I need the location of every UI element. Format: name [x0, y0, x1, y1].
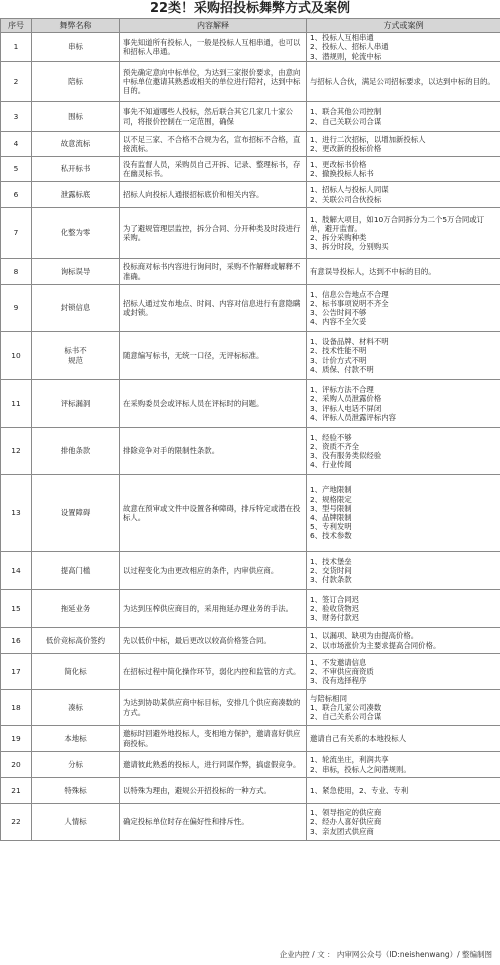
fraud-description: 在采购委员会或评标人员在评标时的问题。: [120, 380, 307, 428]
table-row: [1, 804, 500, 841]
method-item: 1、签订合同迟: [310, 594, 360, 604]
table-row: [1, 654, 500, 690]
fraud-description: 在招标过程中简化操作环节，弱化内控和监管的方式。: [120, 654, 307, 690]
method-item: 2、标书事项说明不齐全: [310, 298, 389, 308]
fraud-name: 人情标: [32, 804, 120, 841]
method-item: 5、专利发明: [310, 522, 352, 532]
fraud-description: 邀请彼此熟悉的投标人，进行同谋作弊，搞虚假竞争。: [120, 752, 307, 778]
method-item: 1、联合其他公司控制: [310, 107, 382, 117]
method-item: 1、以漏项、缺项为由提高价格。: [310, 631, 419, 641]
fraud-name: 私开标书: [32, 157, 120, 182]
fraud-description: 为达到压榨供应商目的，采用拖延办理业务的手法。: [120, 590, 307, 628]
table-row: [1, 259, 500, 285]
method-item: 3、计价方式不明: [310, 355, 367, 365]
method-item: 1、联合几家公司凑数: [310, 702, 382, 712]
method-item: 3、亲友团式供应商: [310, 826, 374, 836]
fraud-description: 为达到协助某供应商中标目标，安排几个供应商凑数的方式。: [120, 690, 307, 726]
fraud-name: 设置障碍: [32, 475, 120, 552]
fraud-name: 特殊标: [32, 778, 120, 804]
fraud-methods: [307, 552, 500, 590]
table-row: [1, 752, 500, 778]
table-row: [1, 726, 500, 752]
fraud-methods: [307, 380, 500, 428]
fraud-name: 评标漏洞: [32, 380, 120, 428]
fraud-methods-table: [0, 18, 500, 841]
method-item: 1、轮流坐庄，利润共享: [310, 755, 389, 765]
table-row: [1, 208, 500, 259]
method-item: 2、不审供应商资质: [310, 666, 374, 676]
method-item: 1、不发邀请信息: [310, 657, 367, 667]
method-item: 2、技术性能不明: [310, 346, 367, 356]
fraud-name: 拖延业务: [32, 590, 120, 628]
table-row: [1, 332, 500, 380]
fraud-name: 分标: [32, 752, 120, 778]
method-item: 3、拆分时段，分别购买: [310, 242, 389, 252]
fraud-methods: [307, 752, 500, 778]
row-number: 15: [1, 590, 32, 628]
method-item: 2、采购人员泄露价格: [310, 394, 382, 404]
table-row: [1, 475, 500, 552]
row-number: 21: [1, 778, 32, 804]
row-number: 5: [1, 157, 32, 182]
fraud-methods: [307, 182, 500, 208]
method-item: 1、技术堡垒: [310, 556, 352, 566]
row-number: 19: [1, 726, 32, 752]
method-item: 3、公告时间不够: [310, 308, 367, 317]
fraud-name: 围标: [32, 102, 120, 132]
method-item: 2、规格限定: [310, 494, 352, 504]
method-item: 与陪标相同: [310, 693, 347, 703]
method-item: 2、以市场涨价为主要求提高合同价格。: [310, 640, 441, 650]
method-item: 有意误导投标人，达到不中标的目的。: [310, 266, 436, 276]
method-item: 3、型号限制: [310, 503, 352, 513]
method-item: 3、没有选择程序: [310, 676, 367, 686]
fraud-methods: [307, 62, 500, 102]
fraud-name: 化整为零: [32, 208, 120, 259]
table-row: [1, 33, 500, 62]
fraud-methods: [307, 590, 500, 628]
fraud-name: 陪标: [32, 62, 120, 102]
table-row: [1, 778, 500, 804]
fraud-methods: [307, 690, 500, 726]
row-number: 11: [1, 380, 32, 428]
document-title: 22类！采购招投标舞弊方式及案例: [149, 1, 351, 16]
fraud-name: 询标误导: [32, 259, 120, 285]
header-no: 序号: [1, 19, 32, 33]
method-item: 1、设备品牌、材料不明: [310, 337, 389, 347]
fraud-methods: [307, 475, 500, 552]
method-item: 4、品牌限制: [310, 513, 352, 522]
method-item: 3、评标人电话不屏闭: [310, 403, 382, 413]
fraud-description: 以过程变化为由更改相应的条件，内审供应商。: [120, 552, 307, 590]
fraud-methods: [307, 726, 500, 752]
fraud-name: 排他条款: [32, 428, 120, 475]
fraud-description: 先以低价中标，最后更改以较高价格签合同。: [120, 628, 307, 654]
fraud-methods: [307, 778, 500, 804]
fraud-description: 预先确定意向中标单位，为达到三家报价要求，由意向中标单位邀请其熟悉或相关的单位进行陪衬，达到中标目的。: [120, 62, 307, 102]
row-number: 18: [1, 690, 32, 726]
method-item: 4、行业传闻: [310, 460, 352, 470]
row-number: 7: [1, 208, 32, 259]
method-item: 与招标人合伙，满足公司招标要求，以达到中标的目的。: [310, 76, 495, 86]
method-item: 2、经办人喜好供应商: [310, 817, 382, 827]
table-row: [1, 590, 500, 628]
fraud-methods: [307, 259, 500, 285]
row-number: 20: [1, 752, 32, 778]
fraud-description: 没有监督人员，采购员自己开拆、记录、整理标书，存在幽灵标书。: [120, 157, 307, 182]
fraud-name: 凑标: [32, 690, 120, 726]
fraud-description: 以不足三家、不合格不合规为名，宣布招标不合格，直接流标。: [120, 132, 307, 157]
method-item: 3、财务付款迟: [310, 613, 360, 623]
row-number: 2: [1, 62, 32, 102]
method-item: 1、更改标书价格: [310, 159, 367, 169]
fraud-name: 简化标: [32, 654, 120, 690]
fraud-description: 邀标时回避外地投标人，变相地方保护，邀请喜好供应商投标。: [120, 726, 307, 752]
row-number: 1: [1, 33, 32, 62]
fraud-methods: [307, 157, 500, 182]
fraud-methods: [307, 628, 500, 654]
method-item: 3、没有服务类似经验: [310, 451, 382, 460]
method-item: 3、付款条款: [310, 575, 352, 585]
method-item: 1、紧急使用，2、专业、专利: [310, 785, 409, 795]
fraud-methods: [307, 102, 500, 132]
fraud-description: 以特殊为理由，避规公开招投标的一种方式。: [120, 778, 307, 804]
table-row: [1, 690, 500, 726]
row-number: 6: [1, 182, 32, 208]
table-row: [1, 552, 500, 590]
table-row: [1, 62, 500, 102]
fraud-name: 泄露标底: [32, 182, 120, 208]
fraud-name: 提高门槛: [32, 552, 120, 590]
method-item: 2、交货时间: [310, 565, 352, 575]
footer-credit: 企业内控 / 文 ： 内审网公众号（ID:neishenwang）/ 整编制图: [279, 950, 492, 959]
row-number: 4: [1, 132, 32, 157]
method-item: 2、资质不齐全: [310, 441, 360, 451]
method-item: 2、更改新的投标价格: [310, 144, 382, 153]
fraud-description: 为了避规管理层监控，拆分合同、分开种类及时段进行采购。: [120, 208, 307, 259]
method-item: 2、自己关系公司合谋: [310, 712, 382, 722]
table-row: [1, 182, 500, 208]
row-number: 8: [1, 259, 32, 285]
fraud-description: 招标人通过发布地点、时间、内容对信息进行有意隐瞒或封锁。: [120, 285, 307, 332]
fraud-description: 排除竞争对手的限制性条款。: [120, 428, 307, 475]
row-number: 13: [1, 475, 32, 552]
fraud-methods: [307, 332, 500, 380]
row-number: 12: [1, 428, 32, 475]
table-row: [1, 157, 500, 182]
method-item: 1、进行二次招标，以增加新投标人: [310, 134, 426, 144]
table-row: [1, 102, 500, 132]
row-number: 10: [1, 332, 32, 380]
table-row: [1, 380, 500, 428]
table-row: [1, 285, 500, 332]
fraud-description: 故意在预审或文件中设置各种障碍，排斥特定或潜在投标人。: [120, 475, 307, 552]
method-item: 1、信息公告地点不合理: [310, 289, 389, 299]
row-number: 9: [1, 285, 32, 332]
fraud-description: 招标人向投标人通报招标底价和相关内容。: [120, 182, 307, 208]
method-item: 1、领导指定的供应商: [310, 808, 382, 818]
method-item: 2、关联公司合伙投标: [310, 194, 382, 204]
method-item: 1、肢解大项目，如10万合同拆分为二个5万合同或订单，避开监督。: [310, 214, 485, 233]
table-header-row: [1, 19, 500, 33]
method-item: 1、产地限制: [310, 485, 352, 495]
fraud-name: 低价竞标高价签约: [32, 628, 120, 654]
method-item: 2、拆分采购种类: [310, 233, 367, 242]
method-item: 4、质保、付款不明: [310, 364, 374, 374]
method-item: 1、评标方法不合理: [310, 385, 374, 395]
row-number: 22: [1, 804, 32, 841]
table-row: [1, 428, 500, 475]
fraud-name: 本地标: [32, 726, 120, 752]
method-item: 6、技术参数: [310, 531, 352, 541]
method-item: 2、自己关联公司合谋: [310, 116, 382, 126]
method-item: 2、串标，投标人之间潜规则。: [310, 764, 411, 774]
row-number: 3: [1, 102, 32, 132]
method-item: 2、撤换投标人标书: [310, 169, 374, 178]
method-item: 4、评标人员泄露评标内容: [310, 412, 397, 422]
method-item: 1、经验不够: [310, 432, 352, 442]
fraud-name: 标书不 规范: [32, 332, 120, 380]
fraud-methods: [307, 132, 500, 157]
method-item: 2、验收货物迟: [310, 603, 360, 613]
table-row: [1, 132, 500, 157]
fraud-name: 串标: [32, 33, 120, 62]
header-methods: 方式或案例: [307, 19, 500, 33]
fraud-methods: [307, 428, 500, 475]
row-number: 14: [1, 552, 32, 590]
method-item: 2、投标人、招标人串通: [310, 42, 389, 52]
fraud-methods: [307, 285, 500, 332]
fraud-methods: [307, 33, 500, 62]
method-item: 1、投标人互相串通: [310, 33, 374, 43]
fraud-methods: [307, 804, 500, 841]
fraud-name: 封锁信息: [32, 285, 120, 332]
fraud-description: 投标商对标书内容进行询问时，采购不作解释或解释不准确。: [120, 259, 307, 285]
fraud-methods: [307, 654, 500, 690]
method-item: 3、潜规则，轮流中标: [310, 51, 382, 61]
method-item: 4、内容不全欠妥: [310, 317, 367, 327]
fraud-description: 随意编写标书，无统一口径，无评标标准。: [120, 332, 307, 380]
fraud-description: 事先知道所有投标人，一般是投标人互相串通，也可以和招标人串通。: [120, 33, 307, 62]
header-description: 内容解释: [120, 19, 307, 33]
fraud-name: 故意流标: [32, 132, 120, 157]
table-row: [1, 628, 500, 654]
fraud-description: 事先不知道哪些人投标，然后联合其它几家几十家公司，将报价控制在一定范围，确保: [120, 102, 307, 132]
fraud-methods: [307, 208, 500, 259]
method-item: 邀请自己有关系的本地投标人: [310, 733, 407, 743]
row-number: 16: [1, 628, 32, 654]
header-name: 舞弊名称: [32, 19, 120, 33]
fraud-description: 确定投标单位时存在偏好性和排斥性。: [120, 804, 307, 841]
row-number: 17: [1, 654, 32, 690]
method-item: 1、招标人与投标人同谋: [310, 185, 389, 195]
